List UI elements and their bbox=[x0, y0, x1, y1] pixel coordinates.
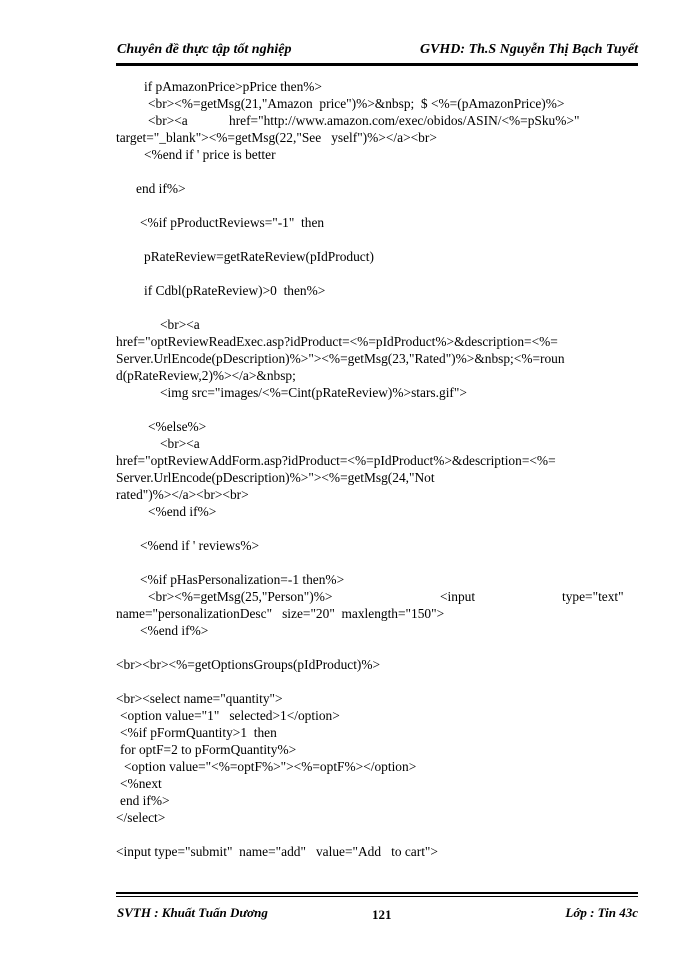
code-line: <%if pFormQuantity>1 then bbox=[120, 725, 277, 740]
header-rule bbox=[116, 63, 638, 66]
code-line: name="personalizationDesc" size="20" maxlength="150"> bbox=[116, 606, 445, 621]
code-line: </select> bbox=[116, 810, 166, 825]
code-line: <%end if ' price is better bbox=[144, 147, 276, 162]
code-line: if pAmazonPrice>pPrice then%> bbox=[144, 79, 322, 94]
code-line: <%end if ' reviews%> bbox=[140, 538, 260, 553]
header-supervisor: GVHD: Th.S Nguyễn Thị Bạch Tuyết bbox=[419, 42, 638, 57]
code-line: Server.UrlEncode(pDescription)%>"><%=getMsg(23,"Rated")%>&nbsp;<%=roun bbox=[116, 351, 565, 366]
code-line: <%if pHasPersonalization=-1 then%> bbox=[140, 572, 345, 587]
code-line: <br><a bbox=[160, 436, 200, 451]
code-line: <%else%> bbox=[148, 419, 207, 434]
code-line: href="optReviewAddForm.asp?idProduct=<%=pIdProduct%>&description=<%= bbox=[116, 453, 556, 468]
code-line: rated")%></a><br><br> bbox=[116, 487, 249, 502]
code-line: <%end if%> bbox=[140, 623, 209, 638]
code-line: <br><br><%=getOptionsGroups(pIdProduct)%> bbox=[116, 657, 381, 672]
code-line: <input bbox=[440, 589, 476, 604]
footer-class: Lớp : Tin 43c bbox=[565, 905, 638, 920]
code-line: for optF=2 to pFormQuantity%> bbox=[120, 742, 297, 757]
code-line: if Cdbl(pRateReview)>0 then%> bbox=[144, 283, 326, 298]
code-line: end if%> bbox=[120, 793, 170, 808]
code-line: <br><a bbox=[160, 317, 200, 332]
code-line: <br><a bbox=[148, 113, 188, 128]
code-line: <br><select name="quantity"> bbox=[116, 691, 283, 706]
page-number: 121 bbox=[372, 907, 392, 922]
code-line: <%if pProductReviews="-1" then bbox=[140, 215, 325, 230]
code-line: <option value="1" selected>1</option> bbox=[120, 708, 340, 723]
code-line: href="http://www.amazon.com/exec/obidos/ASIN/<%=pSku%>" bbox=[229, 113, 580, 128]
footer-rule bbox=[116, 892, 638, 894]
code-line: <br><%=getMsg(25,"Person")%> bbox=[148, 589, 333, 604]
code-line: <img src="images/<%=Cint(pRateReview)%>stars.gif"> bbox=[160, 385, 467, 400]
code-line: Server.UrlEncode(pDescription)%>"><%=getMsg(24,"Not bbox=[116, 470, 435, 485]
code-line: <br><%=getMsg(21,"Amazon price")%>&nbsp; $ <%=(pAmazonPrice)%> bbox=[148, 96, 565, 111]
code-line: target="_blank"><%=getMsg(22,"See yself")%></a><br> bbox=[116, 130, 437, 145]
code-line: pRateReview=getRateReview(pIdProduct) bbox=[144, 249, 374, 264]
footer-rule-thin bbox=[116, 896, 638, 897]
code-line: <%next bbox=[120, 776, 162, 791]
code-line: <%end if%> bbox=[148, 504, 217, 519]
code-line: d(pRateReview,2)%></a>&nbsp; bbox=[116, 368, 296, 383]
code-line: type="text" bbox=[562, 589, 624, 604]
footer-student: SVTH : Khuất Tuấn Dương bbox=[117, 905, 268, 920]
header-title: Chuyên đề thực tập tốt nghiệp bbox=[117, 42, 292, 57]
code-line: <input type="submit" name="add" value="Add to cart"> bbox=[116, 844, 438, 859]
code-line: end if%> bbox=[136, 181, 186, 196]
code-line: <option value="<%=optF%>"><%=optF%></option> bbox=[124, 759, 417, 774]
code-line: href="optReviewReadExec.asp?idProduct=<%=pIdProduct%>&description=<%= bbox=[116, 334, 558, 349]
